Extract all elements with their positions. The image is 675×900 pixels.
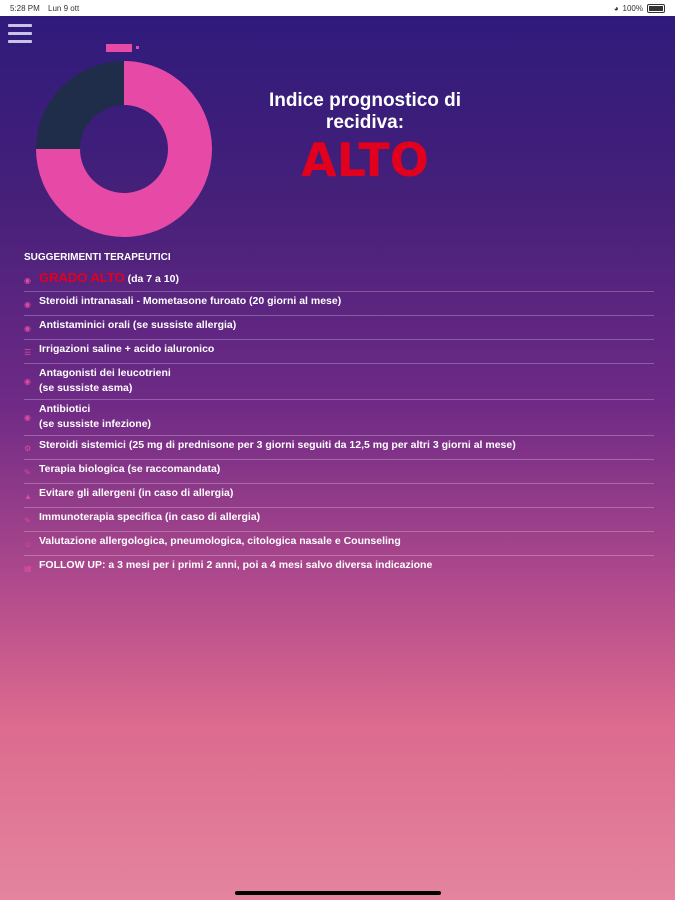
prognostic-header <box>255 90 475 187</box>
item-text: FOLLOW UP: a 3 mesi per i primi 2 anni, poi a 4 mesi salvo diversa indicazione <box>39 559 433 571</box>
status-time: 5:28 PM <box>10 3 40 13</box>
list-item <box>24 508 654 532</box>
rinse-icon: ☰ <box>24 348 32 357</box>
pill-icon: ◉ <box>24 324 31 333</box>
risk-donut-chart <box>35 60 213 238</box>
status-left <box>10 4 85 13</box>
gear-icon: ⚙ <box>24 444 32 453</box>
donut-slice-1 <box>36 61 124 149</box>
risk-level: ALTO <box>301 133 429 187</box>
list-item <box>24 364 654 400</box>
grade-range: (da 7 a 10) <box>127 273 179 285</box>
title-line-2: recidiva: <box>325 112 405 133</box>
battery-icon <box>647 4 665 13</box>
status-date: Lun 9 ott <box>48 3 80 13</box>
list-item <box>24 292 654 316</box>
item-text: Terapia biologica (se raccomandata) <box>39 463 221 475</box>
item-text: Antibiotici <box>39 403 91 415</box>
calendar-icon: ▦ <box>24 564 32 573</box>
item-text: Antagonisti dei leucotrieni <box>39 367 171 379</box>
item-text: Steroidi sistemici (25 mg di prednisone per 3 giorni seguiti da 12,5 mg per altri 3 giorni al mese) <box>39 439 516 451</box>
item-text: Irrigazioni saline + acido ialuronico <box>39 343 215 355</box>
pill-icon: ◉ <box>24 276 31 285</box>
wifi-icon: ◕ <box>613 3 619 13</box>
home-indicator[interactable] <box>235 891 441 895</box>
list-item <box>24 316 654 340</box>
pill-icon: ◉ <box>24 376 31 386</box>
item-text: Antistaminici orali (se sussiste allergia) <box>39 319 237 331</box>
doctor-icon: ☺ <box>24 540 33 549</box>
item-text: Steroidi intranasali - Mometasone furoato (20 giorni al mese) <box>39 295 342 307</box>
list-item <box>24 400 654 436</box>
list-item <box>24 484 654 508</box>
therapeutic-suggestions <box>24 252 654 579</box>
warning-icon: ▲ <box>24 492 32 501</box>
item-text: Valutazione allergologica, pneumologica, citologica nasale e Counseling <box>39 535 401 547</box>
grade-label: GRADO ALTO <box>39 270 125 285</box>
list-item <box>24 460 654 484</box>
list-item <box>24 436 654 460</box>
legend-swatch <box>106 44 132 52</box>
status-right <box>614 4 665 13</box>
status-bar <box>0 0 675 16</box>
list-item <box>24 532 654 556</box>
spray-icon: ◉ <box>24 300 31 309</box>
list-item <box>24 340 654 364</box>
title-line-1: Indice prognostico di <box>268 90 462 111</box>
item-text: Evitare gli allergeni (in caso di allergia) <box>39 487 234 499</box>
grade-row <box>24 268 654 292</box>
syringe-icon: ✎ <box>24 468 31 477</box>
item-subtext: (se sussiste infezione) <box>39 418 152 430</box>
section-title: SUGGERIMENTI TERAPEUTICI <box>24 252 171 263</box>
capsule-icon: ◉ <box>24 412 31 422</box>
syringe-icon: ✎ <box>24 516 31 525</box>
item-subtext: (se sussiste asma) <box>39 382 133 394</box>
item-text: Immunoterapia specifica (in caso di allergia) <box>39 511 261 523</box>
hamburger-menu-icon[interactable] <box>8 24 32 44</box>
battery-text: 100% <box>622 3 643 13</box>
list-item <box>24 556 654 579</box>
legend-marker <box>136 46 139 49</box>
